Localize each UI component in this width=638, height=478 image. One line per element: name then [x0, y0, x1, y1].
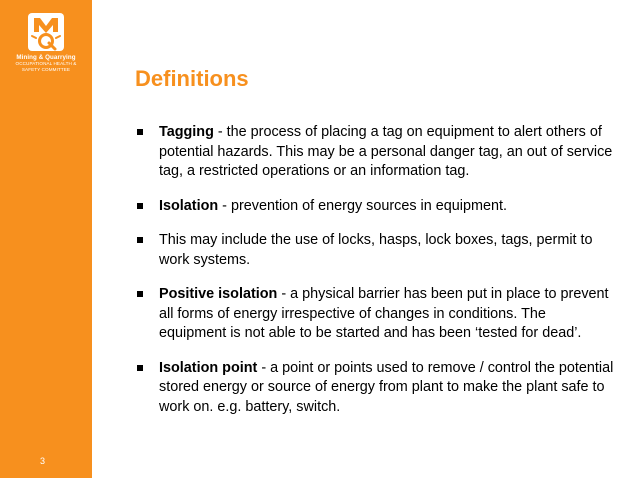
square-bullet-icon — [137, 237, 143, 243]
logo-subtitle-line2: SAFETY COMMITTEE — [21, 66, 71, 72]
bullet-text: - prevention of energy sources in equipment. — [218, 197, 507, 214]
bullet-tagging — [137, 123, 617, 182]
bullet-text: - the process of placing a tag on equipment to alert others of potential hazards. This may be a personal danger tag, an out of service tag, a restricted operations or an information tag. — [159, 124, 613, 179]
bullet-term: Isolation — [159, 197, 219, 214]
sidebar — [0, 0, 92, 478]
bullet-term: Isolation point — [159, 359, 258, 376]
logo-subtitle-line1: OCCUPATIONAL HEALTH & — [15, 61, 77, 66]
mq-logo-icon — [27, 12, 65, 52]
logo-title: Mining & Quarrying — [16, 54, 76, 61]
bullet-text: This may include the use of locks, hasps, lock boxes, tags, permit to work systems. — [159, 232, 593, 268]
slide-number: 3 — [40, 456, 46, 466]
bullet-text: - a point or points used to remove / control the potential stored energy or source of energy from plant to make the plant safe to work on. e.g. battery, switch. — [159, 359, 614, 415]
square-bullet-icon — [137, 291, 143, 297]
definitions-list — [137, 123, 617, 417]
square-bullet-icon — [137, 365, 143, 371]
bullet-isolation-point — [137, 359, 617, 418]
committee-logo — [6, 12, 86, 82]
square-bullet-icon — [137, 203, 143, 209]
bullet-text: - a physical barrier has been put in place to prevent all forms of energy irrespective of changes in conditions. The equipment is not able to be started and has been ‘tested for dead’. — [159, 286, 609, 341]
square-bullet-icon — [137, 129, 143, 135]
bullet-isolation — [137, 197, 617, 217]
bullet-positive-isolation — [137, 285, 617, 344]
slide-title: Definitions — [135, 66, 249, 91]
bullet-isolation-methods — [137, 231, 617, 270]
bullet-term: Tagging — [159, 124, 214, 140]
bullet-term: Positive isolation — [159, 286, 278, 302]
